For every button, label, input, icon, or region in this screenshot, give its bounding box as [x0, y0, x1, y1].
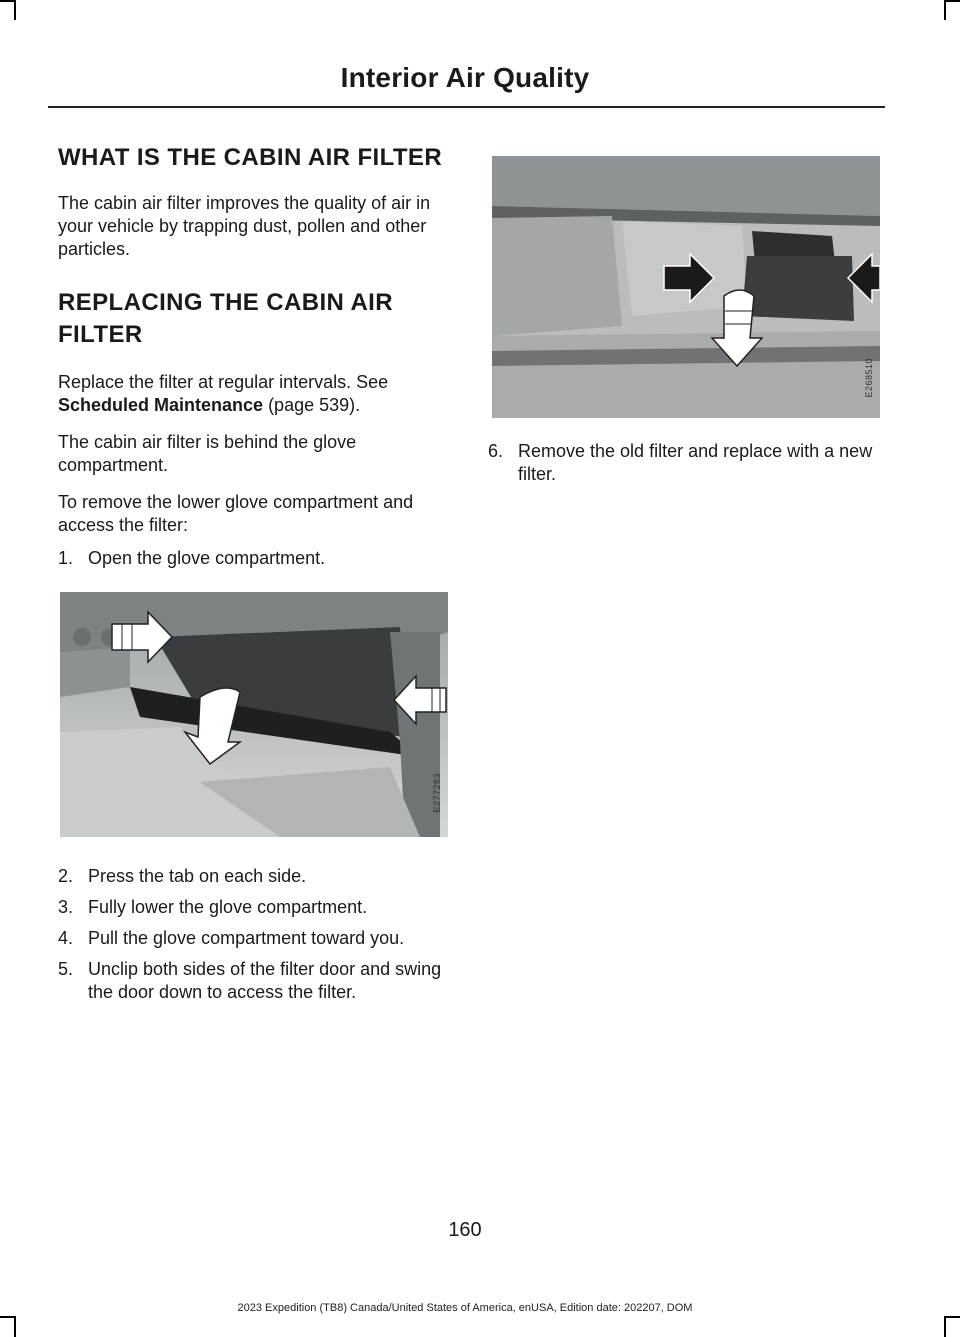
step-text: Fully lower the glove compartment.	[88, 897, 368, 917]
crop-mark	[0, 1316, 14, 1318]
step-item	[58, 896, 450, 919]
crop-mark	[14, 1316, 16, 1337]
step-number: 6.	[488, 441, 504, 461]
section-body-what: The cabin air filter improves the quality of air in your vehicle by trapping dust, pollen and other particles.	[58, 193, 431, 259]
edition-footer: 2023 Expedition (TB8) Canada/United States of America, enUSA, Edition date: 202207, DOM	[237, 1302, 693, 1314]
step-number: 5.	[58, 959, 74, 979]
filter-location-paragraph: The cabin air filter is behind the glove compartment.	[58, 432, 357, 475]
step-text: Press the tab on each side.	[88, 866, 307, 886]
step-item	[58, 865, 450, 888]
step-item	[488, 440, 883, 486]
filter-door-illustration	[492, 156, 880, 418]
crop-mark	[0, 0, 14, 2]
replace-interval-paragraph	[58, 371, 450, 417]
left-column	[58, 142, 450, 1012]
header-divider	[48, 106, 885, 108]
crop-mark	[944, 0, 960, 2]
step-item	[58, 958, 450, 1004]
step-number: 2.	[58, 866, 74, 886]
step-text: Remove the old filter and replace with a new filter.	[518, 441, 873, 484]
crop-mark	[14, 0, 16, 20]
step-number: 4.	[58, 928, 74, 948]
step-item	[58, 547, 450, 570]
steps-list-part1	[58, 547, 450, 570]
step-text: Pull the glove compartment toward you.	[88, 928, 405, 948]
remove-intro-paragraph: To remove the lower glove compartment and access the filter:	[58, 492, 414, 535]
glove-compartment-illustration	[60, 592, 448, 837]
step-item	[58, 927, 450, 950]
scheduled-maintenance-link[interactable]: Scheduled Maintenance	[58, 395, 264, 415]
page-number: 160	[448, 1219, 482, 1241]
right-column	[488, 140, 883, 494]
page-header-title: Interior Air Quality	[340, 62, 590, 93]
figure-code: E268510	[864, 358, 874, 398]
steps-list-part2	[58, 865, 450, 1004]
crop-mark	[944, 1316, 960, 1318]
section-heading-replacing: REPLACING THE CABIN AIR FILTER	[58, 289, 393, 348]
step-text: Open the glove compartment.	[88, 548, 326, 568]
filter-door-figure	[492, 156, 880, 418]
section-heading-what: WHAT IS THE CABIN AIR FILTER	[58, 144, 443, 171]
step-number: 1.	[58, 548, 74, 568]
figure-code: E277283	[432, 773, 442, 813]
page-reference: (page 539).	[263, 395, 361, 415]
steps-list-part3	[488, 440, 883, 486]
step-number: 3.	[58, 897, 74, 917]
crop-mark	[944, 0, 946, 20]
crop-mark	[944, 1316, 946, 1337]
glove-compartment-figure	[60, 592, 448, 837]
replace-interval-text: Replace the filter at regular intervals. See	[58, 372, 389, 392]
step-text: Unclip both sides of the filter door and swing the door down to access the filter.	[88, 959, 442, 1002]
